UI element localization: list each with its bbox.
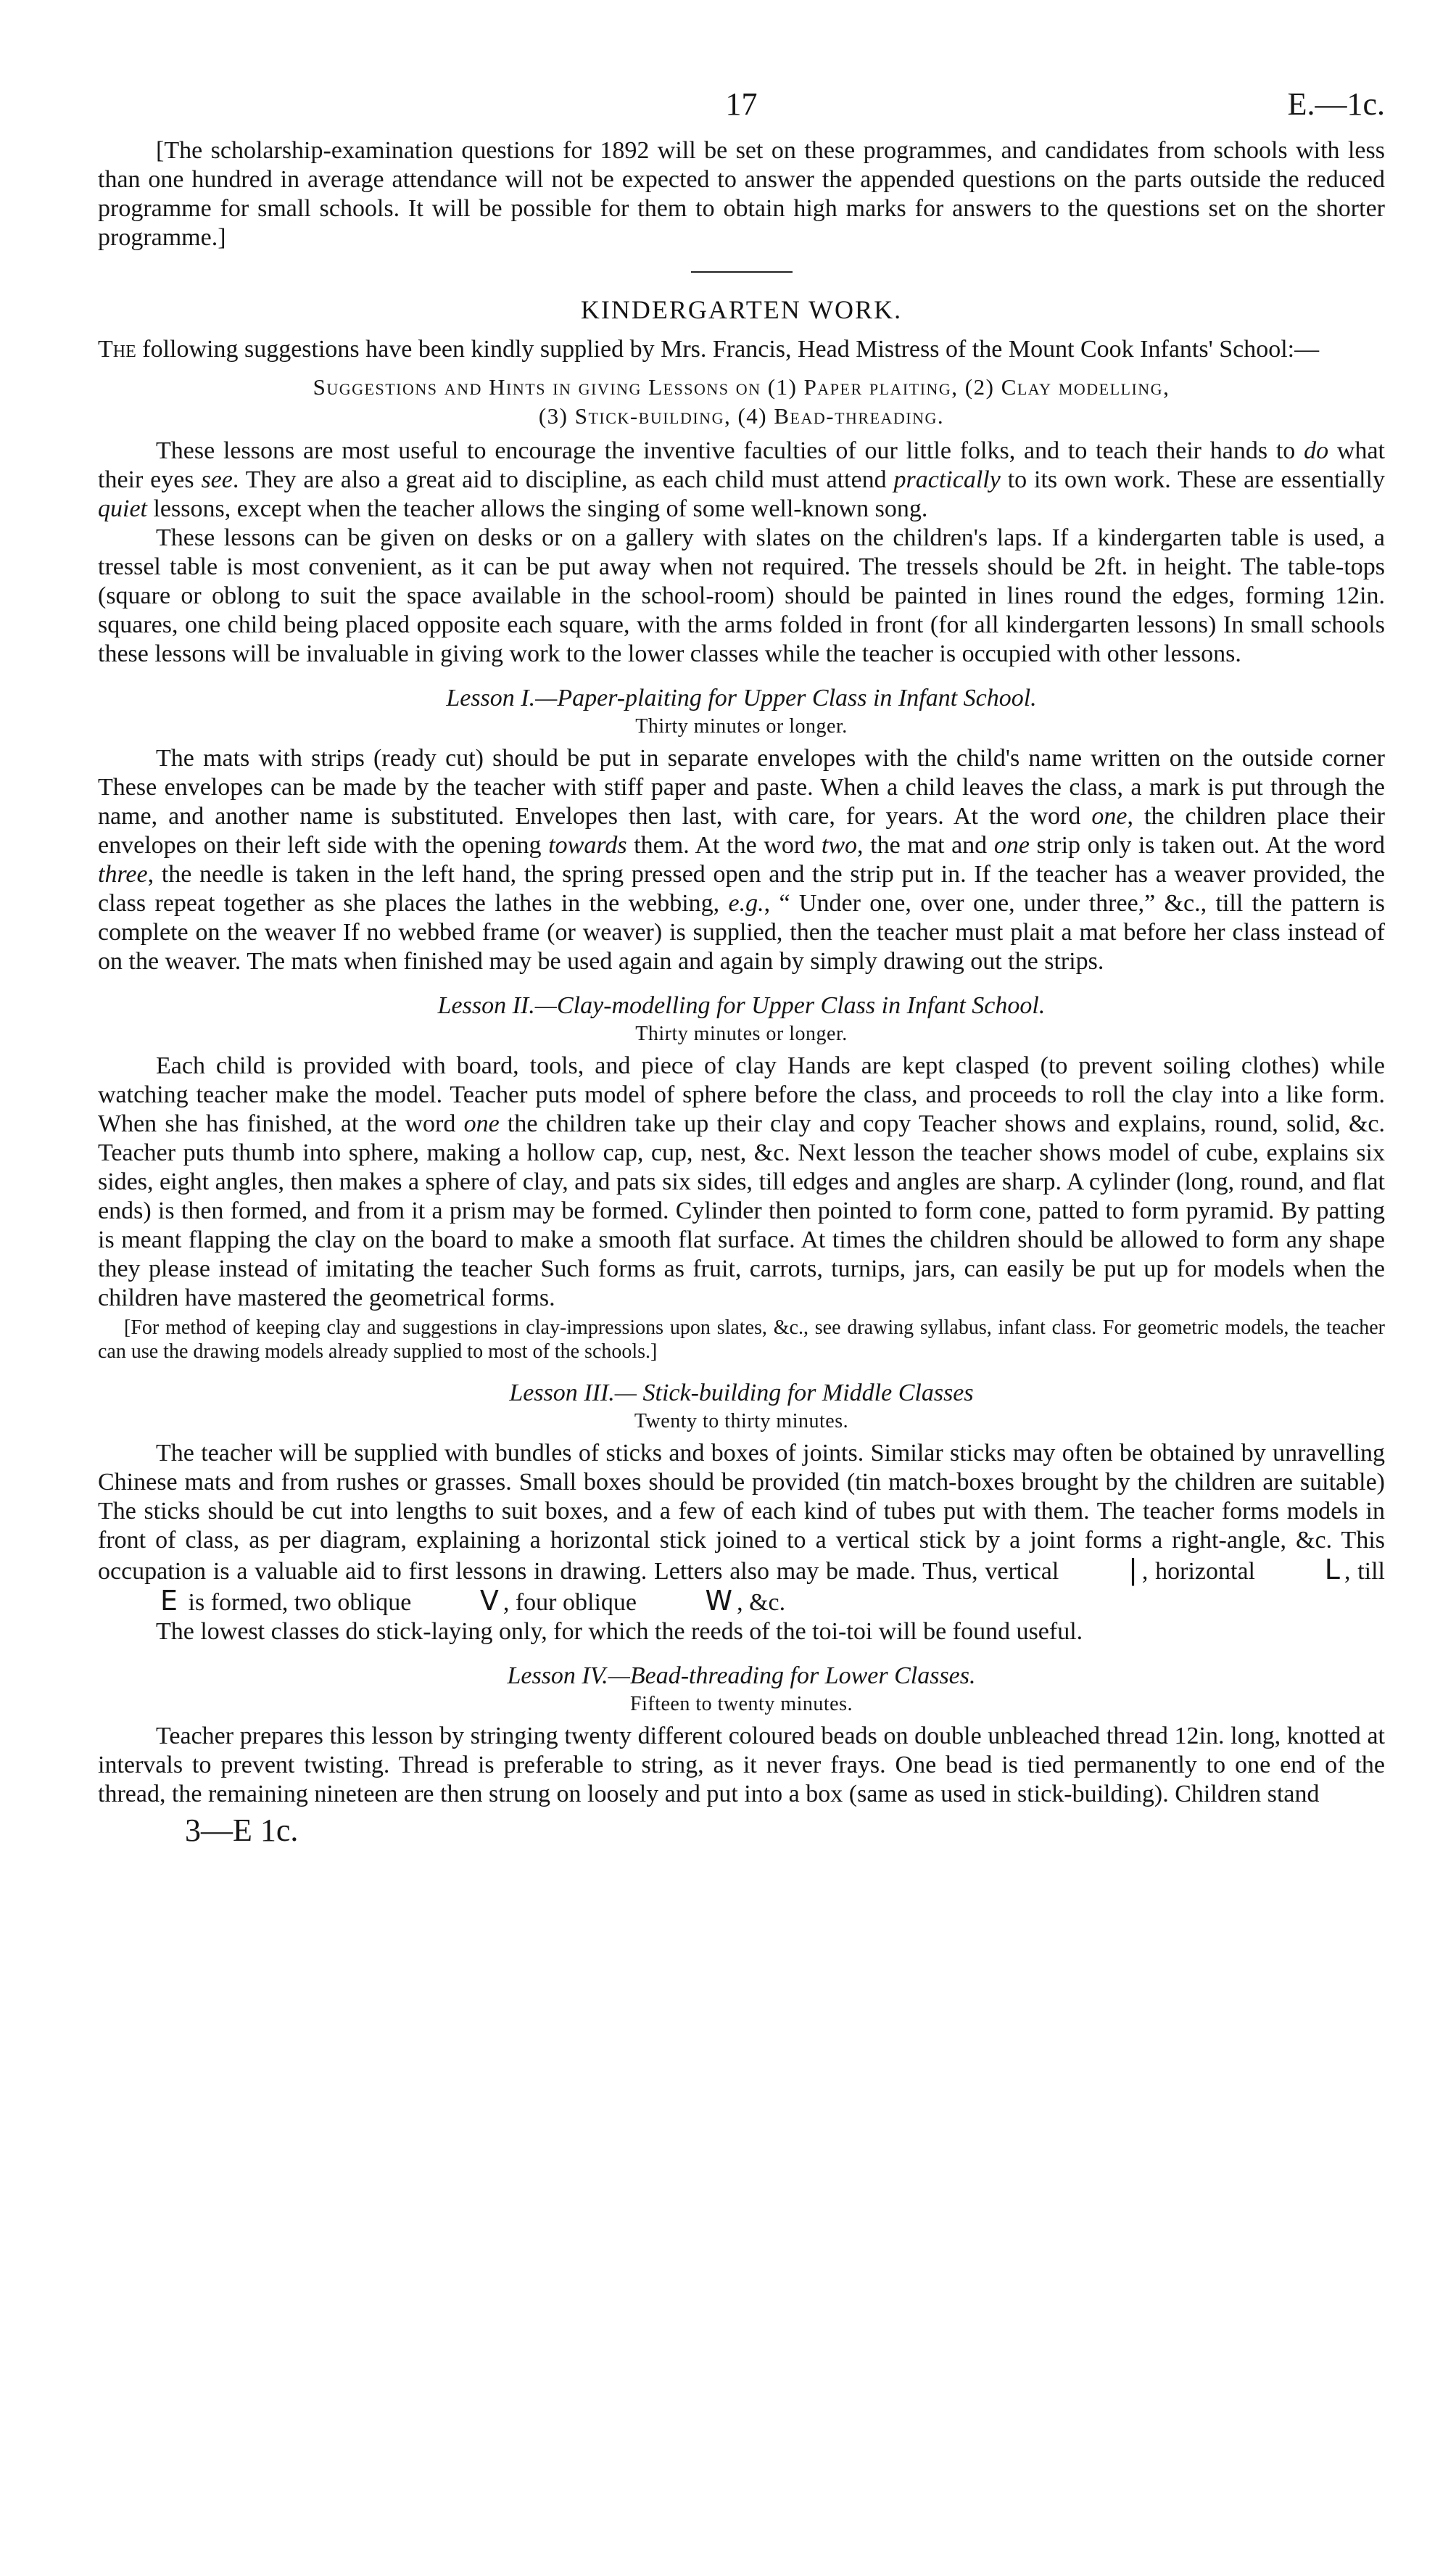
text-run: , horizontal <box>1141 1558 1262 1585</box>
horizontal-stick-glyph: L <box>1324 1554 1340 1585</box>
letter-w-glyph: W <box>705 1585 733 1617</box>
intro-paragraph-2: These lessons can be given on desks or on a gallery with slates on the children's laps. If a kindergarten table is used, a tressel table is most convenient, as it can be put away when not required. The tressels should be 2ft. in height. The table-tops (square or oblong to suit the space available in the school-room) should be painted in lines round the edges, forming 12in. squares, one child being placed opposite each square, with the arms folded in front (for all kindergarten lessons) In small schools these lessons will be invaluable in giving work to the lower classes while the teacher is occupied with other lessons. <box>98 524 1385 667</box>
vertical-stick-glyph: | <box>1128 1554 1138 1585</box>
scholarship-note: [The scholarship-examination questions for 1892 will be set on these programmes, and candidates from schools with less than one hundred in average attendance will not be expected to answer the appended questions on the parts outside the reduced programme for small schools. It will be possible for them to obtain high marks for answers to the questions set on the shorter programme.] <box>98 137 1385 251</box>
suggestions-heading-line2: (3) Stick-building, (4) Bead-threading. <box>538 403 945 429</box>
section-divider <box>691 271 793 273</box>
lesson-1-title: Lesson I.—Paper-plaiting for Upper Class in Infant School. <box>446 685 1037 712</box>
page-header <box>98 86 1385 136</box>
emphasis-one: one <box>993 832 1030 859</box>
emphasis-do: do <box>1304 437 1329 464</box>
lesson-2-body <box>98 1052 1385 1313</box>
emphasis-practically: practically <box>893 466 1001 493</box>
text-run: The mats with strips (ready cut) should be put in separate envelopes with the child's name written on the outside corner These envelopes can be made by the teacher with stiff paper and paste. When a child leaves the class, a mark is put through the name, and another name is substituted. Envelopes then last, with care, for years. At the word <box>98 745 1385 830</box>
emphasis-one: one <box>463 1110 500 1137</box>
suggestions-heading-line1: Suggestions and Hints in giving Lessons on (1) Paper plaiting, (2) Clay modelling, <box>313 374 1170 400</box>
lesson-2-title: Lesson II.—Clay-modelling for Upper Class in Infant School. <box>437 992 1046 1019</box>
lesson-3-title: Lesson III.— Stick-building for Middle Classes <box>509 1379 974 1406</box>
text-run: the children take up their clay and copy Teacher shows and explains, round, solid, &c. Teacher puts thumb into sphere, making a hollow cap, cup, nest, &c. Next lesson the teacher shows model of cube, explains six sides, eight angles, then makes a sphere of clay, and pats six sides, till edges and angles are sharp. A cylinder (long, round, and flat ends) is then formed, and from it a prism may be formed. Cylinder then pointed to form cone, patted to form pyramid. By patting is meant flapping the clay on the board to make a smooth flat surface. At times the children should be allowed to form any shape they please instead of imitating the teacher Such forms as fruit, carrots, turnips, jars, can easily be put up for models when the children have mastered the geometrical forms. <box>98 1110 1385 1311</box>
text-run: is formed, two oblique <box>182 1589 418 1616</box>
lesson-3-closing: The lowest classes do stick-laying only, for which the reeds of the toi-toi will be found useful. <box>156 1618 1083 1645</box>
emphasis-three: three <box>98 861 148 888</box>
lesson-1-body <box>98 744 1385 976</box>
page-number: 17 <box>725 86 758 122</box>
letter-e-glyph: E <box>160 1585 178 1617</box>
emphasis-quiet: quiet <box>98 495 147 522</box>
emphasis-one: one <box>1091 803 1128 830</box>
section-title: KINDERGARTEN WORK. <box>580 295 903 324</box>
emphasis-towards: towards <box>548 832 627 859</box>
text-run: , “ Under one, over one, under three,” &c., till the pattern is complete on the weaver If no webbed frame (or weaver) is supplied, then the teacher must plait a mat before her class instead of on the weaver. The mats when finished may be used again and again by simply drawing out the strips. <box>98 890 1385 975</box>
text-run: lessons, except when the teacher allows the singing of some well-known song. <box>146 495 928 522</box>
letter-v-glyph: V <box>479 1585 499 1617</box>
text-run: These lessons are most useful to encourage the inventive faculties of our little folks, and to teach their hands to <box>156 437 1304 464</box>
intro-paragraph-1 <box>98 437 1385 524</box>
emphasis-two: two <box>821 832 858 859</box>
text-run: , four oblique <box>502 1589 643 1616</box>
text-run: , till <box>1344 1558 1385 1585</box>
text-run: . They are also a great aid to discipline, as each child must attend <box>232 466 894 493</box>
text-run: , &c. <box>737 1589 786 1616</box>
lesson-4-title: Lesson IV.—Bead-threading for Lower Classes. <box>507 1662 976 1689</box>
lesson-3-duration: Twenty to thirty minutes. <box>634 1410 849 1432</box>
lesson-2-duration: Thirty minutes or longer. <box>635 1023 848 1045</box>
emphasis-see: see <box>201 466 233 493</box>
suggestions-heading <box>98 373 1385 431</box>
text-run: , the needle is taken in the left hand, the spring pressed open and the strip put in. If the teacher has a weaver provided, the class repeat together as she places the lathes in the webbing, <box>98 861 1385 917</box>
text-run: to its own work. These are essentially <box>1000 466 1385 493</box>
text-run: what their eyes <box>98 437 1385 493</box>
lesson-1-duration: Thirty minutes or longer. <box>635 715 848 738</box>
text-run: strip only is taken out. At the word <box>1029 832 1385 859</box>
supplied-by-paragraph <box>98 335 1385 364</box>
supplied-by-lead: The <box>98 336 136 363</box>
supplied-by-text: following suggestions have been kindly supplied by Mrs. Francis, Head Mistress of the Mount Cook Infants' School:— <box>136 336 1320 363</box>
document-page <box>98 86 1385 1849</box>
text-run: , the children place their envelopes on their left side with the opening <box>98 803 1385 859</box>
document-reference: E.—1c. <box>1287 86 1385 122</box>
lesson-4-duration: Fifteen to twenty minutes. <box>630 1693 853 1715</box>
lesson-3-body <box>98 1439 1385 1617</box>
text-run: , the mat and <box>857 832 994 859</box>
text-run: Each child is provided with board, tools, and piece of clay Hands are kept clasped (to prevent soiling clothes) while watching teacher make the model. Teacher puts model of sphere before the class, and proceeds to roll the clay into a like form. When she has finished, at the word <box>98 1052 1385 1137</box>
lesson-4-body: Teacher prepares this lesson by stringing twenty different coloured beads on double unbleached thread 12in. long, knotted at intervals to prevent twisting. Thread is preferable to string, as it never frays. One bead is tied permanently to one end of the thread, the remaining nineteen are then strung on loosely and put into a box (same as used in stick-building). Children stand <box>98 1723 1385 1807</box>
text-run: The teacher will be supplied with bundles of sticks and boxes of joints. Similar sticks may often be obtained by unravelling Chinese mats and from rushes or grasses. Small boxes should be provided (tin match-boxes brought by the children are suitable) The sticks should be cut into lengths to suit boxes, and a few of each kind of tubes put with them. The teacher forms models in front of class, as per diagram, explaining a horizontal stick joined to a vertical stick by a joint forms a right-angle, &c. This occupation is a valuable aid to first lessons in drawing. Letters also may be made. Thus, vertical <box>98 1440 1385 1585</box>
emphasis-eg: e.g. <box>728 890 764 917</box>
lesson-2-note: [For method of keeping clay and suggestions in clay-impressions upon slates, &c., see drawing syllabus, infant class. For geometric models, the teacher can use the drawing models already supplied to most of the schools.] <box>98 1316 1385 1363</box>
text-run: them. At the word <box>626 832 822 859</box>
printer-signature: 3—E 1c. <box>185 1812 299 1848</box>
